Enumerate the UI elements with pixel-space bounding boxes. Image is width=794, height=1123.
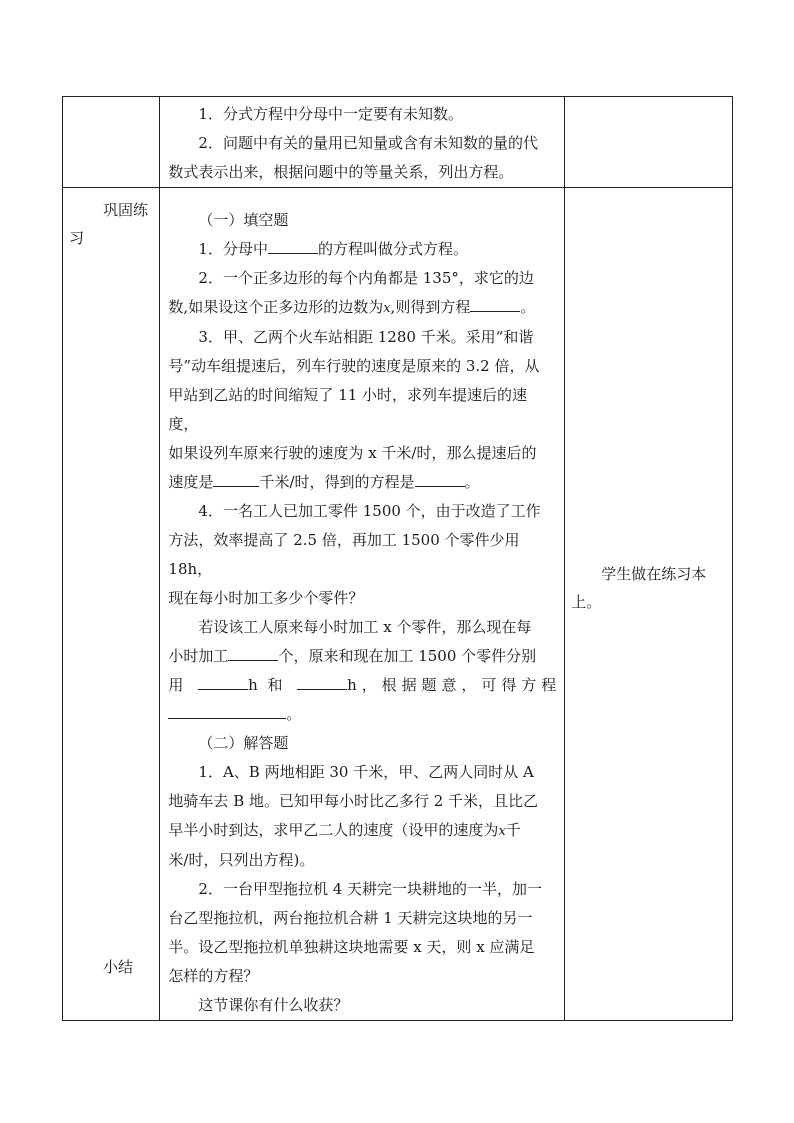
answer-blank[interactable]	[470, 293, 520, 312]
section-label-summary: 小结	[103, 958, 134, 976]
problem-2-line-2: 台乙型拖拉机，两台拖拉机合耕 1 天耕完这块地的另一	[168, 909, 533, 927]
question-4-line-6: 用 h 和 h，根据题意，可得方程	[168, 671, 556, 700]
row1-content-cell	[160, 97, 565, 188]
question-4-line-5: 小时加工 个，原来和现在加工 1500 个零件分别	[168, 642, 556, 671]
note-line-2: 2．问题中有关的量用已知量或含有未知数的量的代	[198, 134, 538, 152]
problem-1-line-2: 地骑车去 B 地。已知甲每小时比乙多行 2 千米，且比乙	[168, 792, 539, 810]
question-4-line-1: 4．一名工人已加工零件 1500 个，由于改造了工作	[198, 502, 541, 520]
question-2-line-1: 2．一个正多边形的每个内角都是 135°，求它的边	[198, 269, 534, 287]
row1-right-cell	[565, 97, 733, 188]
note-line-1: 1．分式方程中分母中一定要有未知数。	[198, 105, 463, 123]
answer-blank[interactable]	[228, 642, 278, 661]
question-3-line-5: 速度是 千米/时，得到的方程是 。	[168, 468, 556, 497]
problem-1-line-4: 米/时，只列出方程)。	[168, 851, 315, 869]
question-4-line-2: 方法，效率提高了 2.5 倍，再加工 1500 个零件少用 18h，	[168, 531, 520, 578]
student-activity-note: 学生做在练习本	[601, 565, 707, 583]
section-solve-title: （二）解答题	[198, 734, 289, 752]
row2-content-cell	[160, 188, 565, 1021]
answer-blank[interactable]	[297, 671, 347, 690]
question-4-line-7: 。	[168, 700, 556, 729]
problem-2-line-1: 2．一台甲型拖拉机 4 天耕完一块耕地的一半，加一	[198, 880, 543, 898]
answer-blank[interactable]	[168, 700, 286, 719]
student-activity-note-cont: 上。	[571, 593, 602, 611]
row1-left-cell	[63, 97, 160, 188]
answer-blank[interactable]	[268, 235, 318, 254]
problem-1-line-3: 早半小时到达，求甲乙二人的速度（设甲的速度为x千	[168, 821, 521, 839]
answer-blank[interactable]	[415, 468, 465, 487]
question-3-line-2: 号”动车组提速后，列车行驶的速度是原来的 3.2 倍，从	[168, 357, 540, 375]
question-4-line-4: 若设该工人原来每小时加工 x 个零件，那么现在每	[198, 618, 532, 636]
summary-question: 这节课你有什么收获？	[198, 996, 349, 1014]
question-4-line-3: 现在每小时加工多少个零件？	[168, 589, 364, 607]
question-3-line-4: 如果设列车原来行驶的速度为 x 千米/时，那么提速后的	[168, 444, 537, 462]
table-row	[63, 97, 733, 188]
problem-2-line-4: 怎样的方程？	[168, 967, 259, 985]
note-line-3: 数式表示出来，根据问题中的等量关系，列出方程。	[168, 163, 514, 181]
row2-right-cell	[565, 188, 733, 1021]
question-1: 1．分母中 的方程叫做分式方程。	[168, 235, 556, 264]
question-2-line-2: 数,如果设这个正多边形的边数为x,则得到方程 。	[168, 293, 556, 323]
section-label-practice-cont: 习	[69, 229, 85, 247]
section-fill-blank-title: （一）填空题	[198, 211, 289, 229]
problem-1-line-1: 1．A、B 两地相距 30 千米，甲、乙两人同时从 A	[198, 763, 534, 781]
table-row	[63, 188, 733, 1021]
problem-2-line-3: 半。设乙型拖拉机单独耕这块地需要 x 天，则 x 应满足	[168, 938, 535, 956]
question-3-line-3: 甲站到乙站的时间缩短了 11 小时，求列车提速后的速度，	[168, 386, 528, 433]
answer-blank[interactable]	[198, 671, 248, 690]
lesson-table	[62, 96, 733, 1021]
question-3-line-1: 3．甲、乙两个火车站相距 1280 千米。采用“和谐	[198, 328, 534, 346]
answer-blank[interactable]	[213, 468, 259, 487]
row2-left-cell	[63, 188, 160, 1021]
section-label-practice: 巩固练	[103, 201, 149, 219]
